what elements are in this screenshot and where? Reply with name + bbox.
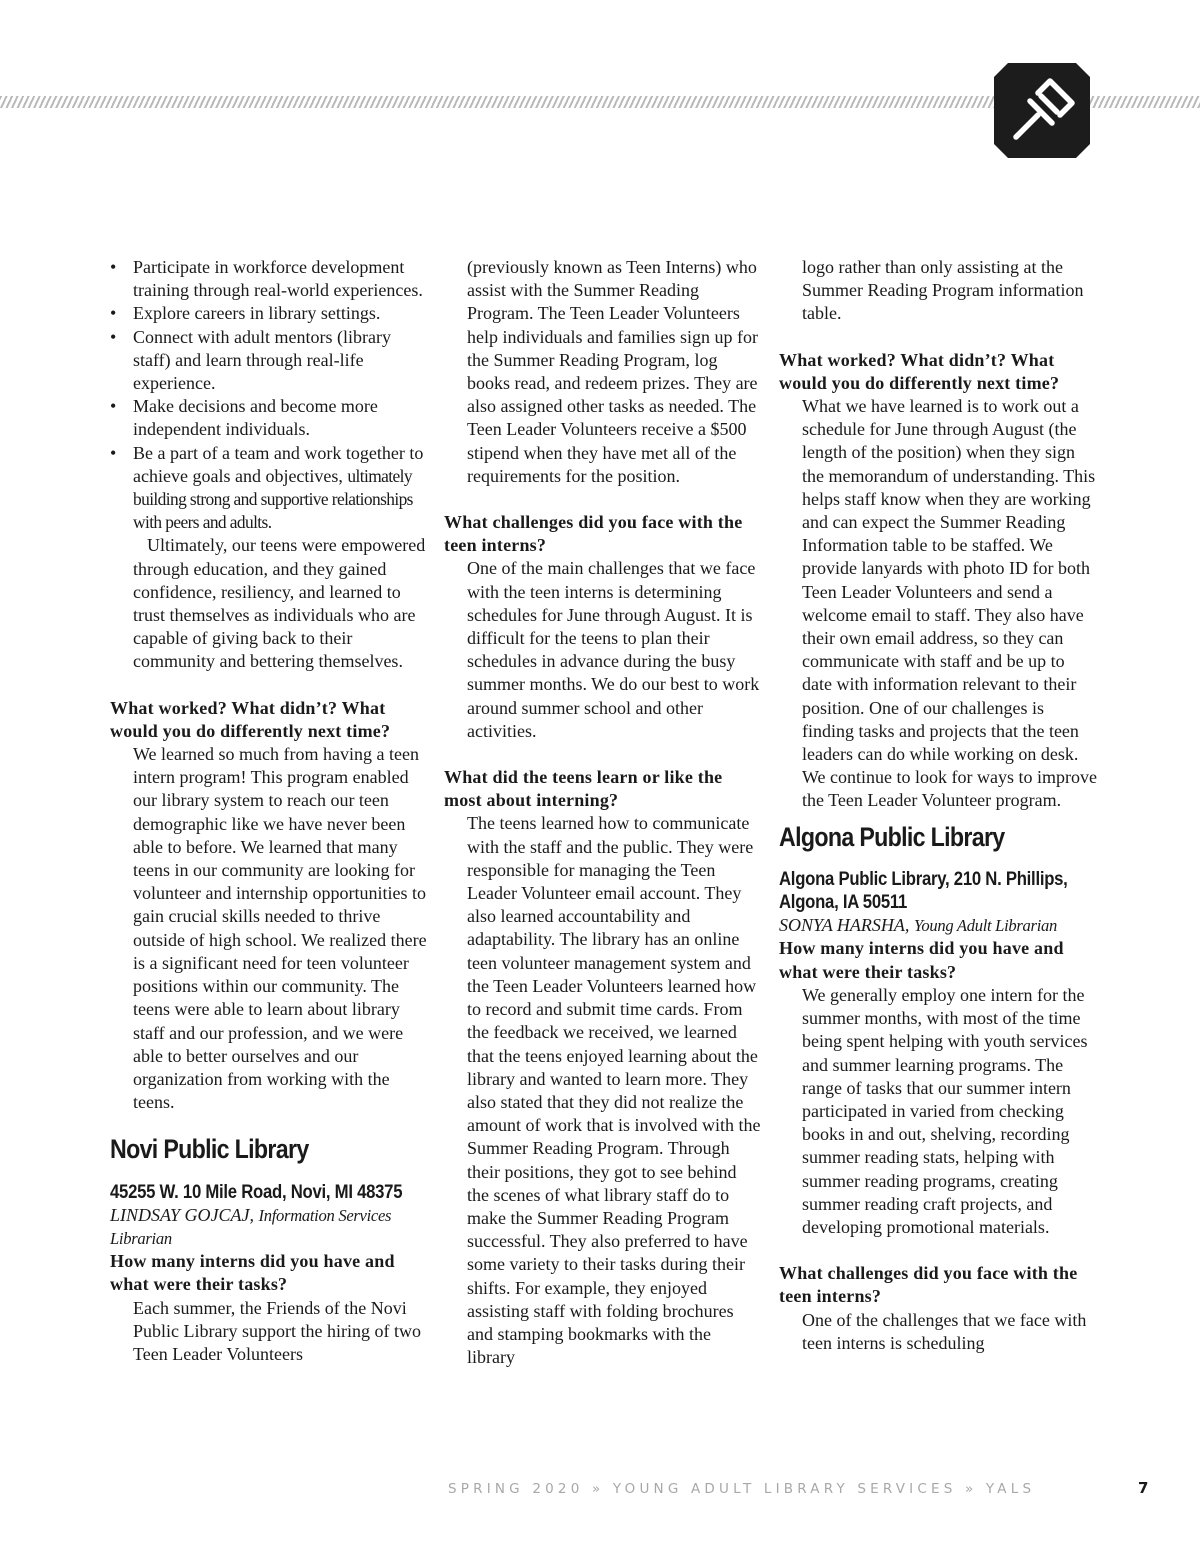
question-heading: What challenges did you face with the teen interns? — [779, 1263, 1078, 1307]
question-heading: How many interns did you have and what were their tasks? — [110, 1251, 395, 1295]
answer-paragraph: One of the main challenges that we face with the teen interns is determining schedules for June through August. It is difficult for the teens to plan their schedules in advance during the busy summer months. We do our best to work around summer school and other activities. — [467, 558, 760, 741]
answer-paragraph: The teens learned how to communicate with the staff and the public. They were responsible for managing the Teen Leader Volunteer email account. They also learned accountability and adaptability. The library has an online teen volunteer management system and the Teen Leader Volunteers learned how to record and submit time cards. From the feedback we received, we learned that the teens enjoyed learning about the library and wanted to learn more. They also stated that they did not realize the amount of work that is involved with the Summer Reading Program. Through their positions, they got to see behind the scenes of what library staff do to make the Summer Reading Program successful. They also preferred to have some variety to their tasks during their shifts. For example, they enjoyed assisting staff with folding brochures and stamping bookmarks with the library — [467, 813, 761, 1368]
question-heading: How many interns did you have and what were their tasks? — [779, 938, 1064, 982]
column-3 — [779, 256, 1097, 1355]
author-role: Information Services Librarian — [110, 1205, 392, 1248]
section-heading-novi: Novi Public Library — [110, 1134, 309, 1165]
column-1 — [110, 256, 428, 1366]
answer-paragraph: What we have learned is to work out a schedule for June through August (the length of the position) when they sign the memorandum of understanding. This helps staff know when they are working and can expect the Summer Reading Information table to be staffed. We provide lanyards with photo ID for both Teen Leader Volunteers and send a welcome email to staff. They also have their own email address, so they can communicate with staff and be up to date with information relevant to their position. One of our challenges is finding tasks and projects that the teen leaders can do while working on desk. We continue to look for ways to improve the Teen Leader Volunteer program. — [802, 396, 1097, 811]
section-heading-algona: Algona Public Library — [779, 821, 1005, 852]
page-number: 7 — [1138, 1479, 1149, 1497]
question-heading: What worked? What didn’t? What would you do differently next time? — [779, 349, 1060, 393]
pushpin-icon — [994, 63, 1090, 158]
list-item-text: Be a part of a team and work together to achieve goals and objectives, — [133, 442, 424, 486]
library-address: 45255 W. 10 Mile Road, Novi, MI 48375 — [110, 1181, 403, 1203]
answer-paragraph: One of the challenges that we face with teen interns is scheduling — [802, 1309, 1087, 1353]
column-2 — [444, 256, 762, 1369]
author-role: Young Adult Librarian — [913, 916, 1058, 936]
answer-paragraph: (previously known as Teen Interns) who assist with the Summer Reading Program. The Teen Leader Volunteers help individuals and families sign up for the Summer Reading Program, log books read, and redeem prizes. They are also assigned other tasks as needed. The Teen Leader Volunteers receive a $500 stipend when they have met all of the requirements for the position. — [467, 257, 758, 486]
answer-paragraph: Each summer, the Friends of the Novi Public Library support the hiring of two Teen Leader Volunteers — [133, 1297, 421, 1364]
list-item — [110, 442, 428, 535]
author-credit — [779, 914, 1097, 937]
goals-list — [110, 256, 428, 534]
answer-paragraph: We generally employ one intern for the summer months, with most of the time being spent helping with youth services and summer learning programs. The range of tasks that our summer intern participated in varied from checking books in and out, shelving, recording summer reading stats, helping with summer reading programs, creating summer reading craft projects, and developing promotional materials. — [802, 984, 1088, 1237]
list-item: • Connect with adult mentors (library staff) and learn through real-life experience. — [110, 326, 428, 396]
question-heading: What worked? What didn’t? What would you do differently next time? — [110, 697, 391, 741]
body-paragraph: Ultimately, our teens were empowered through education, and they gained confidence, resiliency, and learned to trust themselves as individuals who are capable of giving back to their community and bettering themselves. — [133, 535, 426, 672]
list-item: • Make decisions and become more independent individuals. — [110, 395, 428, 441]
question-heading: What challenges did you face with the teen interns? — [444, 512, 743, 556]
running-footer: SPRING 2020 » YOUNG ADULT LIBRARY SERVICES » YALS — [448, 1481, 1036, 1497]
author-name: SONYA HARSHA, — [779, 915, 910, 936]
author-credit — [110, 1204, 428, 1250]
list-item-text-condensed: ultimately building strong and supportive relationships with peers and adults. — [133, 465, 413, 533]
list-item: • Explore careers in library settings. — [110, 302, 428, 325]
library-address: Algona Public Library, 210 N. Phillips, Algona, IA 50511 — [779, 868, 1068, 914]
answer-paragraph: logo rather than only assisting at the Summer Reading Program information table. — [802, 257, 1084, 324]
answer-paragraph: We learned so much from having a teen intern program! This program enabled our library system to reach our teen demographic like we have never been able to before. We learned that many teens in our community are looking for volunteer and internship opportunities to gain crucial skills needed to thrive outside of high school. We realized there is a significant need for teen volunteer positions within our community. The teens were able to learn about library staff and our profession, and we were able to better ourselves and our organization from working with the teens. — [133, 744, 427, 1113]
author-name: LINDSAY GOJCAJ, — [110, 1204, 254, 1225]
list-item: • Participate in workforce development training through real-world experiences. — [110, 256, 428, 302]
question-heading: What did the teens learn or like the most about interning? — [444, 767, 723, 811]
